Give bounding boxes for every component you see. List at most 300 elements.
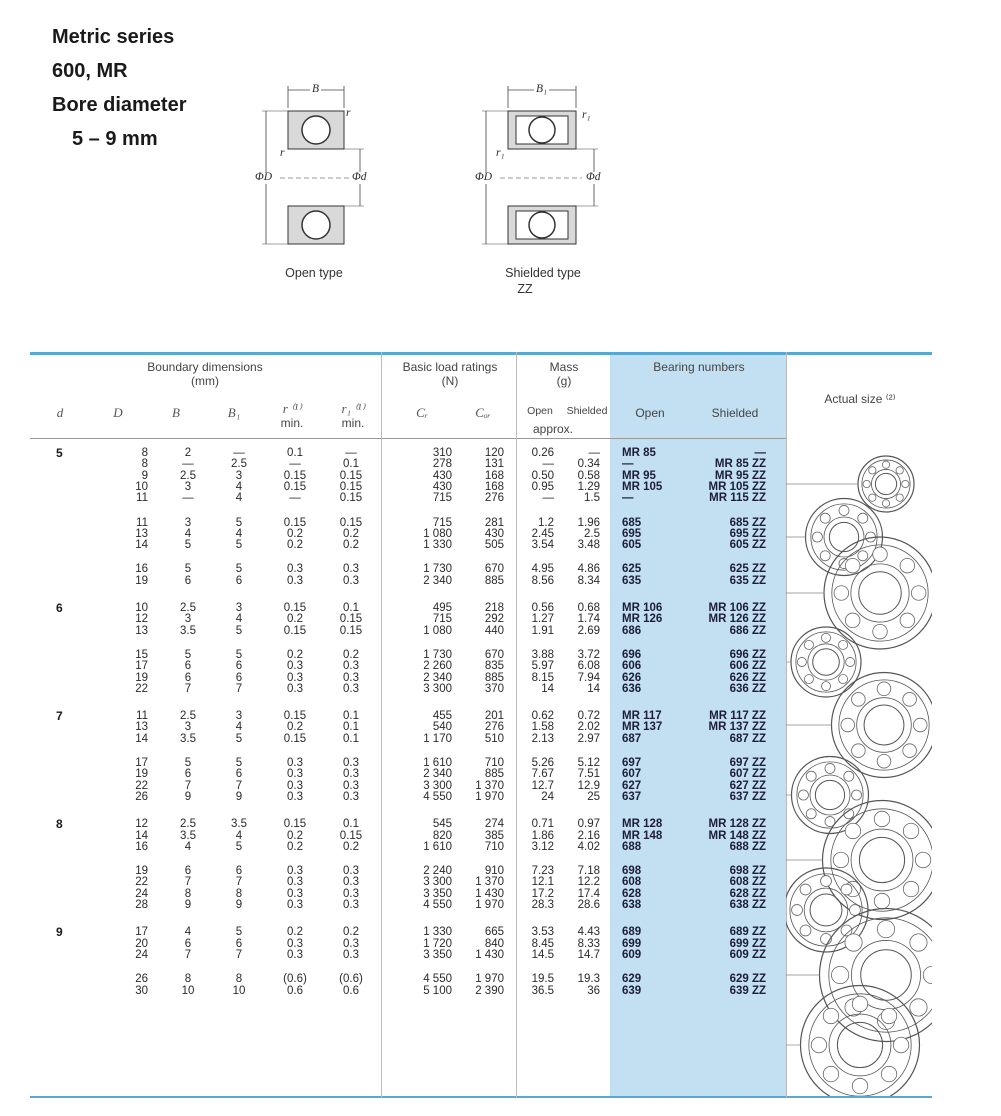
- cell-Cor: 835: [484, 660, 504, 673]
- cell-D: 22: [135, 779, 148, 792]
- cell-mo: 14.5: [531, 948, 554, 961]
- cell-r: 0.3: [287, 563, 303, 576]
- cell-r1: 0.3: [343, 899, 359, 911]
- cell-Cr: 278: [432, 458, 452, 471]
- heading-bore: Bore diameter: [52, 94, 187, 116]
- boundary-title: Boundary dimensions: [147, 360, 263, 374]
- cell-mo: —: [542, 492, 554, 505]
- cell-ms: 2.16: [577, 829, 600, 842]
- cell-Cor: 370: [484, 682, 504, 695]
- cell-B: 3: [184, 516, 192, 529]
- cell-r: 0.15: [283, 732, 307, 745]
- cell-ms: 28.6: [577, 899, 600, 911]
- cell-bs: 635 ZZ: [729, 574, 766, 587]
- cell-bo: MR 148: [622, 829, 663, 842]
- divider-load: [516, 352, 517, 1098]
- cell-Cor: 1 970: [475, 899, 504, 911]
- cell-ms: 2.02: [577, 721, 600, 734]
- cell-Cor: 292: [484, 613, 504, 626]
- cell-Cr: 2 340: [423, 574, 452, 587]
- cell-r1: 0.3: [343, 768, 359, 781]
- cell-r: 0.15: [283, 818, 307, 831]
- cell-Cr: 430: [432, 469, 452, 482]
- cell-D: 9: [141, 469, 148, 482]
- cell-Cor: 218: [484, 602, 504, 614]
- cell-Cr: 1 330: [423, 539, 452, 552]
- group-bore-8: 8: [56, 817, 63, 832]
- shielded-b1-label: B₁: [536, 83, 548, 95]
- cell-ms: 0.34: [577, 458, 600, 471]
- cell-bo: 688: [622, 840, 642, 853]
- cell-ms: 2.69: [577, 624, 600, 637]
- cell-B1: 5: [235, 926, 243, 939]
- cell-r1: 0.2: [343, 840, 359, 853]
- cell-Cor: 885: [484, 574, 504, 587]
- cell-bs: 629 ZZ: [729, 973, 766, 986]
- cell-Cor: 665: [484, 926, 504, 939]
- cell-r1: 0.15: [339, 492, 363, 505]
- cell-mo: 8.45: [531, 937, 554, 950]
- actual-size-ring: [786, 627, 861, 697]
- cell-B: 7: [184, 779, 192, 792]
- cell-D: 11: [136, 710, 148, 723]
- cell-bs: MR 126 ZZ: [708, 613, 766, 626]
- cell-ms: 1.29: [577, 480, 600, 493]
- cell-D: 15: [135, 648, 148, 661]
- cell-bs: 627 ZZ: [729, 779, 766, 792]
- cell-B: 3.5: [180, 732, 196, 745]
- cell-B: 6: [184, 865, 192, 878]
- cell-B1: 4: [235, 527, 243, 540]
- col-r1: [333, 402, 373, 430]
- cell-bo: 609: [622, 948, 642, 961]
- cell-r: 0.3: [287, 876, 303, 889]
- cell-r: 0.2: [287, 527, 303, 540]
- cell-D: 19: [135, 574, 148, 587]
- cell-mo: 7.23: [531, 865, 554, 878]
- cell-Cor: 710: [484, 757, 504, 769]
- cell-ms: 5.12: [577, 757, 600, 769]
- cell-D: 12: [135, 818, 148, 831]
- cell-Cr: 2 240: [423, 865, 452, 878]
- cell-ms: 0.97: [577, 818, 600, 831]
- cell-r: 0.6: [287, 984, 303, 997]
- cell-bs: 638 ZZ: [729, 899, 766, 911]
- load-unit: (N): [441, 374, 459, 388]
- cell-r1: 0.3: [343, 876, 359, 889]
- cell-ms: —: [588, 447, 600, 459]
- cell-bo: 607: [622, 768, 642, 781]
- cell-r1: 0.1: [343, 710, 359, 723]
- cell-B1: 3: [235, 469, 243, 482]
- cell-Cor: 1 430: [475, 948, 504, 961]
- cell-B: 5: [184, 648, 192, 661]
- cell-Cor: 276: [484, 721, 504, 734]
- cell-Cr: 3 350: [423, 948, 452, 961]
- open-d-label: Φd: [352, 171, 367, 183]
- cell-B: 3: [184, 721, 192, 734]
- cell-B: 9: [184, 790, 192, 803]
- cell-B: —: [182, 492, 194, 505]
- cell-mo: 4.95: [531, 563, 554, 576]
- cell-B1: 4: [235, 480, 243, 493]
- cell-r: 0.1: [287, 447, 303, 459]
- cell-bo: 637: [622, 790, 642, 803]
- cell-r1: 0.15: [339, 829, 363, 842]
- cell-B: 3: [184, 480, 192, 493]
- cell-ms: 1.74: [577, 613, 600, 626]
- cell-B1: 8: [235, 973, 243, 986]
- cell-ms: 0.72: [577, 710, 600, 723]
- cell-B: 6: [184, 671, 192, 684]
- cell-ms: 2.97: [577, 732, 600, 745]
- cell-r: (0.6): [283, 973, 307, 986]
- cell-B1: 7: [235, 876, 243, 889]
- cell-B: 4: [184, 926, 192, 939]
- cell-B1: 4: [235, 721, 243, 734]
- cell-r: 0.2: [287, 829, 303, 842]
- cell-Cr: 3 300: [423, 779, 452, 792]
- cell-D: 16: [135, 840, 148, 853]
- actual-size-ring: [786, 801, 932, 920]
- col-r-min: min.: [280, 416, 304, 430]
- cell-r: —: [289, 492, 301, 505]
- cell-r: 0.15: [283, 624, 307, 637]
- cell-Cr: 2 260: [423, 660, 452, 673]
- cell-r: 0.2: [287, 926, 303, 939]
- cell-bo: 685: [622, 516, 642, 529]
- cell-r: 0.2: [287, 840, 303, 853]
- cell-Cr: 1 730: [423, 563, 452, 576]
- cell-Cor: 1 970: [475, 790, 504, 803]
- cell-bs: 685 ZZ: [729, 516, 766, 529]
- open-D-label: ΦD: [255, 171, 273, 183]
- page-heading: [52, 20, 187, 156]
- cell-r1: 0.3: [343, 757, 359, 769]
- cell-r1: 0.3: [343, 682, 359, 695]
- cell-bo: 606: [622, 660, 642, 673]
- boundary-unit: (mm): [191, 374, 219, 388]
- cell-bo: 629: [622, 973, 642, 986]
- cell-bs: MR 95 ZZ: [714, 469, 766, 482]
- cell-B1: 9: [235, 899, 243, 911]
- cell-r1: —: [345, 447, 357, 459]
- cell-D: 28: [135, 899, 148, 911]
- heading-types: 600, MR: [52, 60, 128, 82]
- cell-bo: 608: [622, 876, 642, 889]
- cell-B1: 3: [235, 710, 243, 723]
- cell-r1: 0.1: [343, 732, 359, 745]
- group-bore-9: 9: [56, 925, 63, 940]
- cell-r: 0.3: [287, 865, 303, 878]
- cell-ms: 12.2: [577, 876, 600, 889]
- cell-r: 0.3: [287, 790, 303, 803]
- cell-r: 0.3: [287, 899, 303, 911]
- cell-bs: 697 ZZ: [729, 757, 766, 769]
- cell-Cr: 3 300: [423, 876, 452, 889]
- table-top-rule: [30, 352, 932, 355]
- cell-r: 0.15: [283, 602, 307, 614]
- cell-B1: 6: [235, 660, 243, 673]
- cell-D: 26: [135, 790, 148, 803]
- cell-Cor: 2 390: [475, 984, 504, 997]
- cell-Cr: 1 610: [423, 840, 452, 853]
- cell-B1: 5: [235, 648, 243, 661]
- cell-ms: 14: [587, 682, 600, 695]
- cell-r: 0.15: [283, 480, 307, 493]
- cell-B1: 9: [235, 790, 243, 803]
- cell-Cr: 545: [432, 818, 452, 831]
- cell-D: 17: [135, 757, 148, 769]
- divider-boundary: [381, 352, 382, 1098]
- cell-D: 17: [135, 926, 148, 939]
- cell-ms: 8.33: [577, 937, 600, 950]
- cell-Cor: 201: [484, 710, 504, 723]
- mass-header: [520, 360, 608, 388]
- cell-mo: 12.7: [531, 779, 554, 792]
- cell-bo: MR 105: [622, 480, 663, 493]
- cell-ms: 4.02: [577, 840, 600, 853]
- col-Cr: Cᵣ: [416, 405, 428, 420]
- col-r1-min: min.: [341, 416, 365, 430]
- cell-r1: 0.3: [343, 563, 359, 576]
- cell-B: 3: [184, 613, 192, 626]
- cell-B1: 4: [235, 613, 243, 626]
- cell-B: 5: [184, 563, 192, 576]
- cell-bs: 625 ZZ: [729, 563, 766, 576]
- cell-bo: 698: [622, 865, 642, 878]
- col-B1: B₁: [227, 405, 241, 420]
- cell-r: 0.3: [287, 682, 303, 695]
- cell-bs: —: [754, 447, 766, 459]
- cell-D: 10: [135, 480, 148, 493]
- cell-r: 0.3: [287, 660, 303, 673]
- cell-r1: 0.15: [339, 613, 363, 626]
- cell-bo: 699: [622, 937, 642, 950]
- cell-D: 14: [135, 539, 148, 552]
- cell-r: —: [289, 458, 301, 471]
- cell-ms: 3.48: [577, 539, 600, 552]
- shielded-type-caption: Shielded type: [505, 266, 581, 280]
- cell-bs: 696 ZZ: [729, 648, 766, 661]
- cell-mo: —: [542, 458, 554, 471]
- cell-mo: 1.86: [531, 829, 554, 842]
- cell-Cor: 168: [484, 480, 504, 493]
- cell-Cr: 2 340: [423, 671, 452, 684]
- cell-bs: MR 148 ZZ: [708, 829, 766, 842]
- cell-r: 0.3: [287, 937, 303, 950]
- cell-D: 20: [135, 937, 148, 950]
- group-bore-5: 5: [56, 446, 63, 460]
- cell-r: 0.3: [287, 948, 303, 961]
- cell-B: 7: [184, 682, 192, 695]
- shielded-type-diagram: [470, 78, 610, 253]
- cell-Cr: 1 080: [423, 527, 452, 540]
- cell-mo: 0.50: [531, 469, 554, 482]
- cell-B1: 4: [235, 829, 243, 842]
- cell-r: 0.15: [283, 710, 307, 723]
- col-mass-open: Open: [527, 405, 553, 417]
- cell-bo: 636: [622, 682, 642, 695]
- cell-Cr: 2 340: [423, 768, 452, 781]
- load-title: Basic load ratings: [402, 360, 498, 374]
- cell-bo: 625: [622, 563, 642, 576]
- actual-size-ring: [786, 456, 914, 512]
- cell-mo: 3.53: [531, 926, 554, 939]
- cell-bo: 605: [622, 539, 642, 552]
- cell-B: 5: [184, 539, 192, 552]
- cell-r: 0.2: [287, 721, 303, 734]
- load-header: [386, 360, 514, 388]
- cell-Cor: 505: [484, 539, 504, 552]
- header-rule: [30, 438, 786, 439]
- cell-Cor: 276: [484, 492, 504, 505]
- cell-mo: 1.2: [538, 516, 554, 529]
- cell-ms: 3.72: [577, 648, 600, 661]
- cell-ms: 19.3: [577, 973, 600, 986]
- cell-ms: 17.4: [577, 887, 600, 900]
- cell-B1: 5: [235, 732, 243, 745]
- cell-r1: 0.3: [343, 779, 359, 792]
- cell-bs: 699 ZZ: [729, 937, 766, 950]
- cell-bo: 626: [622, 671, 642, 684]
- cell-Cr: 540: [432, 721, 452, 734]
- cell-Cr: 715: [432, 613, 452, 626]
- cell-mo: 3.88: [531, 648, 554, 661]
- cell-bs: 605 ZZ: [729, 539, 766, 552]
- cell-bo: 689: [622, 926, 642, 939]
- cell-mo: 7.67: [531, 768, 554, 781]
- cell-ms: 8.34: [577, 574, 600, 587]
- col-r: [272, 402, 312, 430]
- cell-r1: 0.3: [343, 948, 359, 961]
- actual-size-ring: [786, 673, 932, 778]
- cell-bs: 609 ZZ: [729, 948, 766, 961]
- cell-bs: 636 ZZ: [729, 682, 766, 695]
- actual-size-column: [786, 440, 932, 1096]
- cell-D: 8: [141, 458, 148, 471]
- cell-bo: —: [622, 458, 634, 471]
- cell-Cr: 4 550: [423, 973, 452, 986]
- cell-B: 7: [184, 948, 192, 961]
- cell-D: 26: [135, 973, 148, 986]
- cell-mo: 1.58: [531, 721, 554, 734]
- cell-ms: 1.5: [584, 492, 600, 505]
- cell-D: 11: [136, 516, 148, 529]
- cell-r: 0.3: [287, 768, 303, 781]
- cell-r1: 0.3: [343, 790, 359, 803]
- cell-r1: 0.2: [343, 539, 359, 552]
- cell-ms: 36: [587, 984, 600, 997]
- cell-Cor: 131: [484, 458, 504, 471]
- table-bottom-rule: [30, 1096, 932, 1098]
- cell-bs: 698 ZZ: [729, 865, 766, 878]
- cell-r1: 0.3: [343, 937, 359, 950]
- cell-r1: 0.2: [343, 926, 359, 939]
- cell-bs: 607 ZZ: [729, 768, 766, 781]
- shielded-d-label: Φd: [586, 171, 601, 183]
- cell-bs: 637 ZZ: [729, 790, 766, 803]
- cell-r1: 0.1: [343, 721, 359, 734]
- cell-mo: 0.62: [531, 710, 554, 723]
- cell-Cor: 670: [484, 648, 504, 661]
- cell-bs: MR 105 ZZ: [708, 480, 766, 493]
- cell-Cr: 1 730: [423, 648, 452, 661]
- cell-B1: 7: [235, 948, 243, 961]
- open-type-caption: Open type: [285, 266, 343, 280]
- cell-D: 30: [135, 984, 148, 997]
- cell-B: 2.5: [180, 710, 196, 723]
- actual-size-ring: [786, 986, 920, 1097]
- cell-B: 4: [184, 840, 192, 853]
- cell-B: 7: [184, 876, 192, 889]
- col-bn-open: Open: [635, 406, 665, 420]
- bearing-header: Bearing numbers: [653, 360, 745, 374]
- cell-Cr: 715: [432, 492, 452, 505]
- cell-B1: 6: [235, 937, 243, 950]
- cell-D: 12: [135, 613, 148, 626]
- cell-bs: 639 ZZ: [729, 984, 766, 997]
- cell-bs: 688 ZZ: [729, 840, 766, 853]
- cell-mo: 3.12: [531, 840, 554, 853]
- cell-ms: 4.86: [577, 563, 600, 576]
- cell-Cor: 885: [484, 768, 504, 781]
- cell-ms: 7.51: [577, 768, 600, 781]
- cell-B1: 7: [235, 682, 243, 695]
- cell-r: 0.2: [287, 613, 303, 626]
- cell-r: 0.15: [283, 469, 307, 482]
- col-r1-symbol: r₁ ⁽¹⁾: [341, 401, 365, 416]
- cell-bo: 696: [622, 648, 642, 661]
- cell-r1: 0.2: [343, 648, 359, 661]
- cell-r1: 0.1: [343, 458, 359, 471]
- cell-ms: 0.68: [577, 602, 600, 614]
- col-Cor: Cₒᵣ: [475, 405, 491, 420]
- cell-Cor: 1 430: [475, 887, 504, 900]
- cell-B: 6: [184, 768, 192, 781]
- cell-B1: 3: [235, 602, 243, 614]
- cell-mo: 0.26: [531, 447, 554, 459]
- cell-B1: —: [233, 447, 245, 459]
- bearing-table: [30, 352, 932, 1098]
- cell-Cor: 385: [484, 829, 504, 842]
- cell-Cr: 455: [432, 710, 452, 723]
- cell-bo: 627: [622, 779, 642, 792]
- cell-r1: 0.3: [343, 671, 359, 684]
- cell-B1: 4: [235, 492, 243, 505]
- cell-B: 6: [184, 660, 192, 673]
- cell-D: 13: [135, 624, 148, 637]
- cell-r1: 0.3: [343, 865, 359, 878]
- cell-r: 0.2: [287, 539, 303, 552]
- cell-Cr: 4 550: [423, 899, 452, 911]
- cell-D: 13: [135, 527, 148, 540]
- cell-r1: 0.15: [339, 624, 363, 637]
- cell-bo: 628: [622, 887, 642, 900]
- cell-bo: 687: [622, 732, 642, 745]
- cell-D: 13: [135, 721, 148, 734]
- cell-bo: MR 137: [622, 721, 663, 734]
- mass-title: Mass: [549, 360, 579, 374]
- cell-Cor: 670: [484, 563, 504, 576]
- cell-bo: 695: [622, 527, 642, 540]
- cell-bo: 638: [622, 899, 642, 911]
- cell-mo: 0.71: [531, 818, 554, 831]
- cell-Cr: 1 170: [423, 732, 452, 745]
- cell-r: 0.3: [287, 757, 303, 769]
- cell-mo: 24: [541, 790, 554, 803]
- cell-B1: 5: [235, 563, 243, 576]
